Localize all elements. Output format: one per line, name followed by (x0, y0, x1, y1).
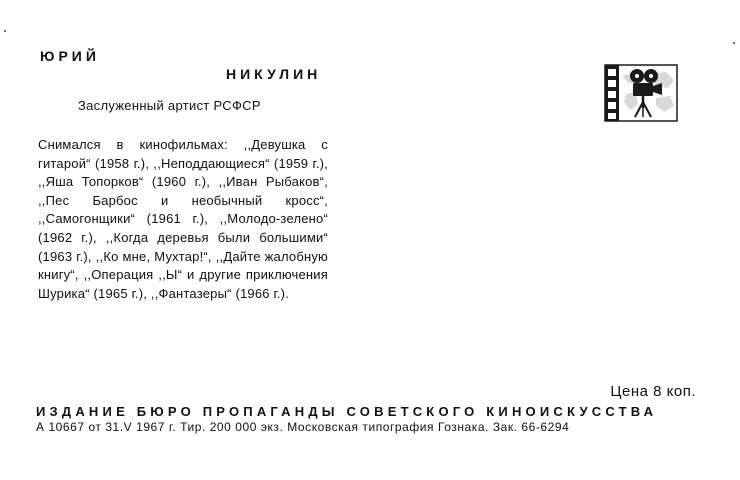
print-speck (733, 42, 735, 44)
print-speck (4, 30, 6, 32)
actor-last-name: НИКУЛИН (226, 66, 322, 82)
film-camera-logo-icon (604, 64, 678, 122)
actor-first-name: ЮРИЙ (40, 48, 100, 64)
print-imprint-line: А 10667 от 31.V 1967 г. Тир. 200 000 экз. Московская типография Гознака. Зак. 66-6294 (36, 420, 570, 434)
publisher-line: ИЗДАНИЕ БЮРО ПРОПАГАНДЫ СОВЕТСКОГО КИНОИСКУССТВА (36, 404, 658, 419)
price-label: Цена 8 коп. (610, 383, 696, 400)
honor-title: Заслуженный артист РСФСР (78, 98, 261, 113)
filmography-text: Снимался в кинофильмах: ,,Девушка с гитарой“ (1958 г.), ,,Неподдающиеся“ (1959 г.), ,,Яша Топорков“ (1960 г.), ,,Иван Рыбаков“, ,,Пес Барбос и необычный кросс“, ,,Самогонщики“ (1961 г.), ,,Молодо-зелено“ (1962 г.), ,,Когда деревья были большими“ (1963 г.), ,,Ко мне, Мухтар!“, ,,Дайте жалобную книгу“, ,,Операция ,,Ы“ и другие приключения Шурика“ (1965 г.), ,,Фантазеры“ (1966 г.). (38, 137, 328, 301)
